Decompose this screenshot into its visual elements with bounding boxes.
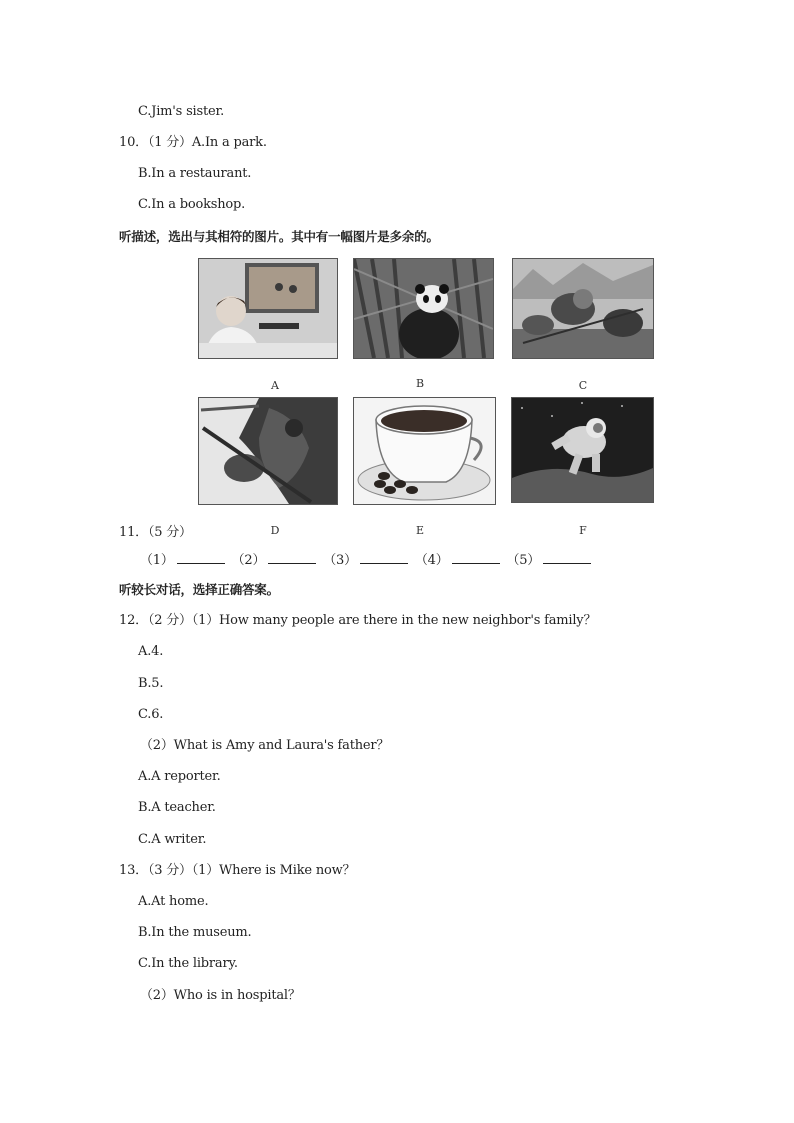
answer-blank-4: [452, 551, 500, 564]
picture-a: [198, 258, 338, 359]
q11-blanks: [140, 551, 594, 569]
section-header-pictures: 听描述，选出与其相符的图片。其中有一幅图片是多余的。: [119, 229, 439, 244]
picture-label-e: E: [415, 524, 425, 537]
picture-d: [198, 397, 338, 505]
q10-option-c: C.In a bookshop.: [138, 197, 246, 212]
q12-p2-option-b: B.A teacher.: [138, 800, 216, 815]
blank-label-3: （3）: [323, 553, 357, 568]
q9-option-c: C.Jim's sister.: [138, 104, 225, 119]
picture-b: [353, 258, 494, 359]
picture-f: [511, 397, 654, 503]
answer-blank-2: [268, 551, 316, 564]
answer-blank-3: [360, 551, 408, 564]
q10-option-b: B.In a restaurant.: [138, 166, 252, 181]
q13-p1-option-a: A.At home.: [138, 894, 209, 909]
picture-c: [512, 258, 654, 359]
q12-p2-option-a: A.A reporter.: [138, 769, 221, 784]
q13-stem: 13．（3 分）（1）Where is Mike now？: [119, 863, 356, 878]
q12-p2-stem: （2）What is Amy and Laura's father？: [140, 738, 390, 753]
q13-p1-option-c: C.In the library.: [138, 956, 238, 971]
q13-p2-stem: （2）Who is in hospital？: [140, 988, 301, 1003]
picture-label-f: F: [579, 524, 587, 537]
q10-stem: 10．（1 分）A.In a park.: [119, 135, 267, 150]
q12-p1-option-b: B.5.: [138, 676, 164, 691]
q11-stem: 11．（5 分）: [119, 525, 192, 540]
picture-label-c: C: [578, 379, 588, 392]
blank-label-4: （4）: [414, 553, 449, 568]
q12-p1-option-c: C.6.: [138, 707, 164, 722]
q12-p1-option-a: A.4.: [138, 644, 164, 659]
q13-p1-option-b: B.In the museum.: [138, 925, 252, 940]
picture-label-d: D: [270, 524, 280, 537]
blank-label-1: （1）: [140, 553, 174, 568]
answer-blank-1: [177, 551, 225, 564]
blank-label-2: （2）: [231, 553, 266, 568]
picture-label-b: B: [415, 377, 425, 390]
blank-label-5: （5）: [506, 553, 541, 568]
q12-p2-option-c: C.A writer.: [138, 832, 207, 847]
q12-stem: 12．（2 分）（1）How many people are there in the new neighbor's family？: [119, 613, 597, 628]
answer-blank-5: [543, 551, 591, 564]
section-header-dialogue: 听较长对话，选择正确答案。: [119, 582, 279, 597]
picture-label-a: A: [271, 379, 279, 392]
picture-e: [353, 397, 496, 505]
